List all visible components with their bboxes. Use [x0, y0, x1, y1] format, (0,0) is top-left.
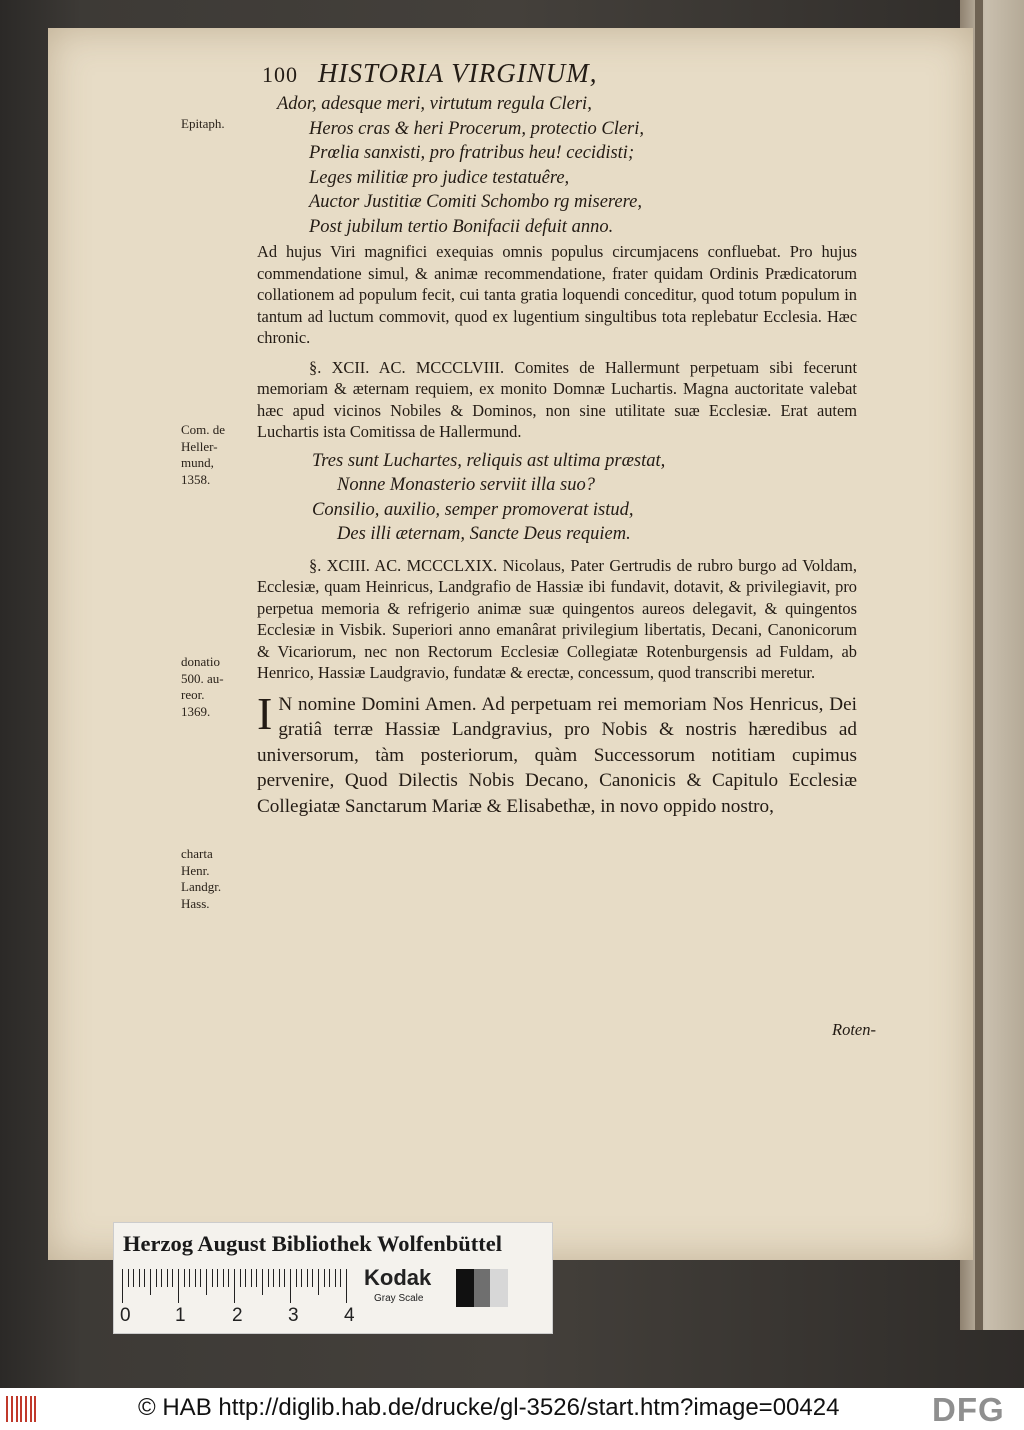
- luchartis-verse: Tres sunt Luchartes, reliquis ast ultima præstat, Nonne Monasterio serviit illa suo? Consilio, auxilio, semper promoverat istud, Des illi æternam, Sancte Deus requiem.: [312, 450, 666, 544]
- kodak-logo: Kodak: [364, 1265, 432, 1290]
- charter-text-block: [257, 687, 857, 820]
- ruler-tick: [245, 1269, 246, 1287]
- ruler-tick: [290, 1269, 291, 1303]
- epitaph-verse: Ador, adesque meri, virtutum regula Cleri, Heros cras & heri Procerum, protectio Cleri, Prœlia sanxisti, pro fratribus heu! cecidisti; Leges militiæ pro judice testatuêre, Auctor Justitiæ Comiti Schombo rg miserere, Post jubilum tertio Bonifacii defuit anno.: [277, 94, 645, 237]
- ruler-tick: [217, 1269, 218, 1287]
- ruler-tick: [184, 1269, 185, 1287]
- gray-scale-caption: Gray Scale: [374, 1293, 424, 1304]
- dfg-logo: DFG: [932, 1391, 1005, 1428]
- ruler-tick: [156, 1269, 157, 1287]
- margin-note-donatio: donatio 500. au- reor. 1369.: [181, 654, 224, 719]
- ruler-tick: [335, 1269, 336, 1287]
- ruler-tick: [301, 1269, 302, 1287]
- drop-cap-initial: I: [257, 687, 273, 739]
- ruler-tick: [139, 1269, 140, 1287]
- ruler-tick: [178, 1269, 179, 1303]
- ruler-tick: [324, 1269, 325, 1287]
- margin-note-epitaph: Epitaph.: [181, 116, 225, 131]
- page-body: [257, 92, 857, 819]
- ruler-tick: [167, 1269, 168, 1287]
- page-edge-shadow: [975, 0, 983, 1330]
- ruler-tick: [122, 1269, 123, 1303]
- ruler-tick: [251, 1269, 252, 1287]
- ruler-tick: [240, 1269, 241, 1287]
- footer-bar: [0, 1388, 1024, 1430]
- margin-note-comites: Com. de Heller- mund, 1358.: [181, 422, 226, 487]
- ruler-scale: [122, 1269, 362, 1303]
- swatch-black: [456, 1269, 474, 1307]
- swatch-light-gray: [490, 1269, 508, 1307]
- paragraph-section-92: §. XCII. AC. MCCCLVIII. Comites de Hallermunt perpetuam sibi fecerunt memoriam & æternam requiem, ex monito Domnæ Luchartis. Magna auctoritate valebat hæc apud vicinos Nobiles & Dominos, non sine utilitate suæ Ecclesiæ. Erat autem Luchartis ista Comitissa de Hallermund.: [257, 357, 857, 441]
- ruler-tick: [212, 1269, 213, 1287]
- ruler-tick: [200, 1269, 201, 1287]
- ruler-tick: [262, 1269, 263, 1295]
- ruler-tick: [318, 1269, 319, 1295]
- ruler-tick: [268, 1269, 269, 1287]
- ruler-tick: [273, 1269, 274, 1287]
- ruler-tick: [284, 1269, 285, 1287]
- ruler-tick: [144, 1269, 145, 1287]
- barcode-icon: [6, 1396, 36, 1422]
- ruler-tick: [133, 1269, 134, 1287]
- swatch-dark-gray: [474, 1269, 490, 1307]
- ruler-tick: [307, 1269, 308, 1287]
- ruler-tick: [256, 1269, 257, 1287]
- ruler-tick: [296, 1269, 297, 1287]
- copyright-link[interactable]: © HAB http://diglib.hab.de/drucke/gl-3526/start.htm?image=00424: [138, 1394, 840, 1421]
- ruler-tick: [329, 1269, 330, 1287]
- library-color-card: [113, 1222, 553, 1334]
- ruler-tick: [234, 1269, 235, 1303]
- running-title: HISTORIA VIRGINUM,: [318, 58, 598, 88]
- ruler-tick: [223, 1269, 224, 1287]
- charter-text: N nomine Domini Amen. Ad perpetuam rei memoriam Nos Henricus, Dei gratiâ terræ Hassiæ Landgravius, pro Nobis & nostris hæredibus ad universorum, tàm posteriorum, quàm Successorum notitiam cupimus pervenire, Quod Dilectis Nobis Decano, Canonicis & Capitulo Ecclesiæ Collegiatæ Sanctarum Mariæ & Elisabethæ, in novo oppido nostro,: [257, 693, 857, 817]
- library-name: Herzog August Bibliothek Wolfenbüttel: [123, 1231, 502, 1256]
- paragraph-section-93: §. XCIII. AC. MCCCLXIX. Nicolaus, Pater Gertrudis de rubro burgo ad Voldam, Ecclesiæ, quam Heinricus, Landgrafio de Hassiæ ibi fundavit, dotavit, & privilegiavit, pro perpetua memoria & refrigerio animæ suæ quingentos aureos delegavit, & quingentos Ecclesiæ in Visbik. Superiori anno emanârat privilegium libertatis, Decani, Canonicorum & Vicariorum, nec non Rectorum Ecclesiæ Collegiatæ Rotenburgensis ad Fuldam, ab Henrico, Hassiæ Laudgravio, fundatæ & erectæ, concessum, quod transcribi meretur.: [257, 555, 857, 682]
- ruler-tick: [128, 1269, 129, 1287]
- ruler-tick: [189, 1269, 190, 1287]
- ruler-numbers: 0 1 2 3 4: [120, 1305, 355, 1326]
- ruler-tick: [340, 1269, 341, 1287]
- ruler-tick: [195, 1269, 196, 1287]
- ruler-tick: [312, 1269, 313, 1287]
- page-number: 100: [262, 62, 298, 87]
- margin-note-charta: charta Henr. Landgr. Hass.: [181, 846, 222, 911]
- ruler-tick: [172, 1269, 173, 1287]
- ruler-tick: [279, 1269, 280, 1287]
- ruler-tick: [346, 1269, 347, 1303]
- ruler-tick: [206, 1269, 207, 1295]
- running-head: [262, 58, 822, 88]
- paragraph-exequiae: Ad hujus Viri magnifici exequias omnis populus circumjacens confluebat. Pro hujus commendatione simul, & animæ recommendatione, frater quidam Ordinis Prædicatorum collationem ad populum fecit, cui tanta gratia loquendi conceditur, quod totum populum in tantum ad luctum commovit, quod ex lugentium singultibus tota replebatur Ecclesia. Hæc chronic.: [257, 242, 857, 347]
- ruler-tick: [228, 1269, 229, 1287]
- catchword: Roten-: [832, 1020, 876, 1039]
- ruler-tick: [150, 1269, 151, 1295]
- ruler-tick: [161, 1269, 162, 1287]
